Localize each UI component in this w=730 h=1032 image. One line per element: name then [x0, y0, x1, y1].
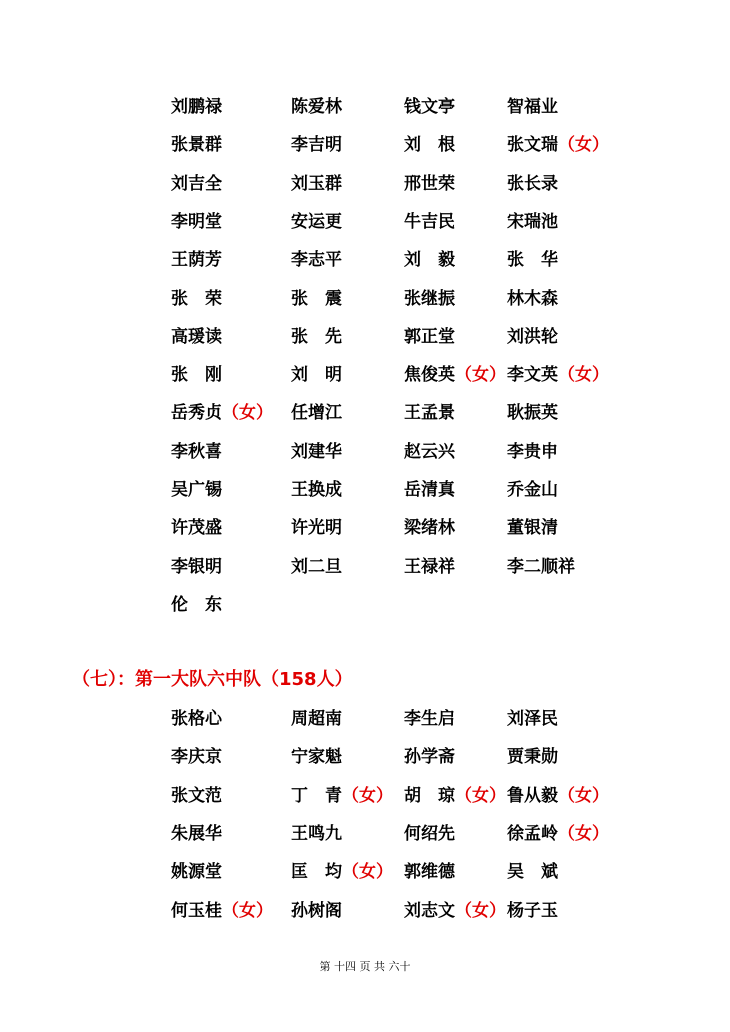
- name-row: [0, 94, 730, 120]
- person-name: 孙学斋: [404, 747, 455, 768]
- person-name: 李文英（女）: [507, 365, 609, 386]
- person-name: 吴广锡: [171, 480, 222, 500]
- person-name: 李生启: [404, 709, 455, 729]
- person-name: 李吉明: [291, 135, 342, 156]
- person-name: 杨子玉: [507, 900, 558, 921]
- person-name: 刘建华: [291, 441, 342, 462]
- person-name: 陈爱林: [291, 97, 342, 117]
- person-name: 许光明: [291, 518, 342, 539]
- person-name: 周超南: [291, 709, 342, 729]
- female-tag: （女）: [558, 785, 609, 806]
- person-name: 张格心: [171, 709, 222, 729]
- person-name: 林木森: [507, 288, 558, 309]
- female-tag: （女）: [558, 135, 609, 156]
- name-row: [0, 171, 730, 197]
- female-tag: （女）: [222, 403, 273, 424]
- person-name: 丁 青（女）: [291, 785, 393, 806]
- person-name: 智福业: [507, 97, 558, 117]
- person-name: 邢世荣: [404, 173, 455, 194]
- person-name: 张景群: [171, 135, 222, 156]
- person-name: 张 华: [507, 250, 558, 271]
- person-name: 李二顺祥: [507, 556, 575, 577]
- name-row: [0, 362, 730, 388]
- person-name: 刘志文（女）: [404, 900, 506, 921]
- female-tag: （女）: [455, 900, 506, 921]
- section-title: （七）：第一大队六中队（158人）: [72, 669, 353, 690]
- person-name: 郭维德: [404, 862, 455, 883]
- person-name: 焦俊英（女）: [404, 365, 506, 386]
- person-name: 姚源堂: [171, 862, 222, 883]
- person-name: 刘 明: [291, 365, 342, 386]
- person-name: 刘泽民: [507, 709, 558, 729]
- person-name: 任增江: [291, 403, 342, 424]
- person-name: 王禄祥: [404, 556, 455, 577]
- person-name: 宁家魁: [291, 747, 342, 768]
- person-name: 何绍先: [404, 823, 455, 844]
- person-name: 刘吉全: [171, 173, 222, 194]
- female-tag: （女）: [342, 862, 393, 883]
- person-name: 何玉桂（女）: [171, 900, 273, 921]
- name-row: [0, 821, 730, 847]
- female-tag: （女）: [455, 365, 506, 386]
- person-name: 王换成: [291, 480, 342, 500]
- person-name: 吴 斌: [507, 862, 558, 883]
- person-name: 耿振英: [507, 403, 558, 424]
- female-tag: （女）: [558, 823, 609, 844]
- person-name: 刘鹏禄: [171, 97, 222, 117]
- person-name: 胡 琼（女）: [404, 785, 506, 806]
- name-row: [0, 515, 730, 541]
- name-row: [0, 132, 730, 158]
- person-name: 贾秉勋: [507, 747, 558, 768]
- female-tag: （女）: [558, 365, 609, 386]
- person-name: 鲁从毅（女）: [507, 785, 609, 806]
- person-name: 张 刚: [171, 365, 222, 386]
- person-name: 张文瑞（女）: [507, 135, 609, 156]
- name-row: [0, 324, 730, 350]
- person-name: 孙树阁: [291, 900, 342, 921]
- person-name: 乔金山: [507, 480, 558, 500]
- person-name: 李秋喜: [171, 441, 222, 462]
- person-name: 刘 毅: [404, 250, 455, 271]
- person-name: 张文范: [171, 785, 222, 806]
- person-name: 李银明: [171, 556, 222, 577]
- person-name: 牛吉民: [404, 211, 455, 232]
- name-row: [0, 286, 730, 312]
- person-name: 许茂盛: [171, 518, 222, 539]
- person-name: 李明堂: [171, 211, 222, 232]
- person-name: 刘洪轮: [507, 326, 558, 347]
- person-name: 岳秀贞（女）: [171, 403, 273, 424]
- person-name: 张 荣: [171, 288, 222, 309]
- person-name: 岳清真: [404, 480, 455, 500]
- name-row: [0, 706, 730, 732]
- person-name: 李贵申: [507, 441, 558, 462]
- person-name: 宋瑞池: [507, 211, 558, 232]
- female-tag: （女）: [455, 785, 506, 806]
- person-name: 钱文亭: [404, 97, 455, 117]
- person-name: 王鸣九: [291, 823, 342, 844]
- person-name: 张长录: [507, 173, 558, 194]
- person-name: 李庆京: [171, 747, 222, 768]
- name-row: [0, 859, 730, 885]
- person-name: 董银清: [507, 518, 558, 539]
- person-name: 张继振: [404, 288, 455, 309]
- page-footer: 第 十四 页 共 六十: [319, 960, 411, 973]
- person-name: 匡 均（女）: [291, 862, 393, 883]
- person-name: 赵云兴: [404, 441, 455, 462]
- person-name: 王荫芳: [171, 250, 222, 271]
- person-name: 刘 根: [404, 135, 455, 156]
- name-row: [0, 592, 730, 618]
- female-tag: （女）: [342, 785, 393, 806]
- person-name: 张 震: [291, 288, 342, 309]
- name-row: [0, 439, 730, 465]
- name-row: [0, 209, 730, 235]
- person-name: 伦 东: [171, 594, 222, 615]
- name-row: [0, 744, 730, 770]
- person-name: 张 先: [291, 326, 342, 347]
- person-name: 朱展华: [171, 823, 222, 844]
- person-name: 安运更: [291, 211, 342, 232]
- person-name: 刘二旦: [291, 556, 342, 577]
- name-row: [0, 477, 730, 503]
- person-name: 高瑗读: [171, 326, 222, 347]
- name-row: [0, 554, 730, 580]
- person-name: 王孟景: [404, 403, 455, 424]
- female-tag: （女）: [222, 900, 273, 921]
- person-name: 李志平: [291, 250, 342, 271]
- person-name: 郭正堂: [404, 326, 455, 347]
- name-row: [0, 400, 730, 426]
- person-name: 徐孟岭（女）: [507, 823, 609, 844]
- name-row: [0, 247, 730, 273]
- person-name: 梁绪林: [404, 518, 455, 539]
- name-row: [0, 783, 730, 809]
- name-row: [0, 898, 730, 924]
- person-name: 刘玉群: [291, 173, 342, 194]
